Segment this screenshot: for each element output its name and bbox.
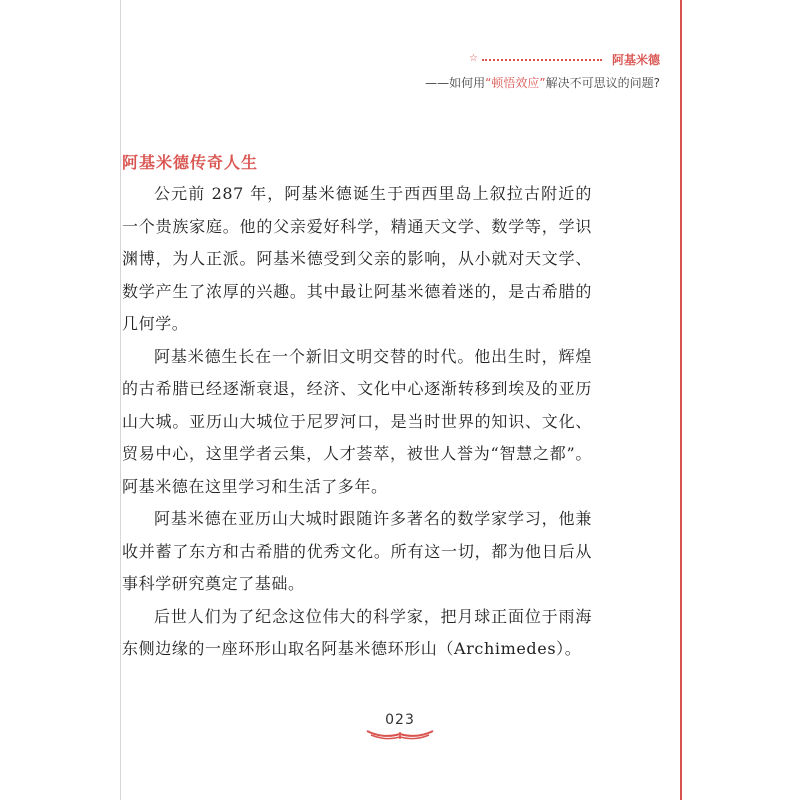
- chapter-subtitle: [425, 74, 660, 91]
- body-text: [122, 178, 592, 666]
- dotted-divider: [482, 59, 602, 61]
- subtitle-prefix: ——如何用: [425, 76, 486, 90]
- subtitle-open-quote: “: [485, 76, 492, 90]
- chapter-title: 阿基米德: [611, 52, 660, 67]
- paragraph-1: 公元前 287 年，阿基米德诞生于西西里岛上叙拉古附近的一个贵族家庭。他的父亲爱好科学，精通天文学、数学等，学识渊博，为人正派。阿基米德受到父亲的影响，从小就对天文学、数学产生了浓厚的兴趣。其中最让阿基米德着迷的，是古希腊的几何学。: [122, 184, 592, 333]
- section-title: 阿基米德传奇人生: [122, 153, 259, 172]
- paragraph-4: 后世人们为了纪念这位伟大的科学家，把月球正面位于雨海东侧边缘的一座环形山取名阿基米德环形山（Archimedes）。: [122, 606, 592, 658]
- subtitle-close-quote: ”: [539, 76, 546, 90]
- page-footer: [0, 712, 800, 740]
- subtitle-suffix: 解决不可思议的问题?: [545, 76, 660, 90]
- header-title-row: [425, 50, 660, 68]
- page-number: 023: [385, 712, 415, 728]
- subtitle-accent: 顿悟效应: [491, 76, 540, 90]
- paragraph-3: 阿基米德在亚历山大城时跟随许多著名的数学家学习，他兼收并蓄了东方和古希腊的优秀文化。所有这一切，都为他日后从事科学研究奠定了基础。: [122, 509, 592, 593]
- running-header: [425, 50, 660, 91]
- paragraph-2: 阿基米德生长在一个新旧文明交替的时代。他出生时，辉煌的古希腊已经逐渐衰退，经济、文化中心逐渐转移到埃及的亚历山大城。亚历山大城位于尼罗河口，是当时世界的知识、文化、贸易中心，这里学者云集，人才荟萃，被世人誉为“智慧之都”。阿基米德在这里学习和生活了多年。: [122, 346, 592, 496]
- book-ornament-icon: [365, 728, 435, 740]
- star-icon: ☆: [469, 53, 478, 64]
